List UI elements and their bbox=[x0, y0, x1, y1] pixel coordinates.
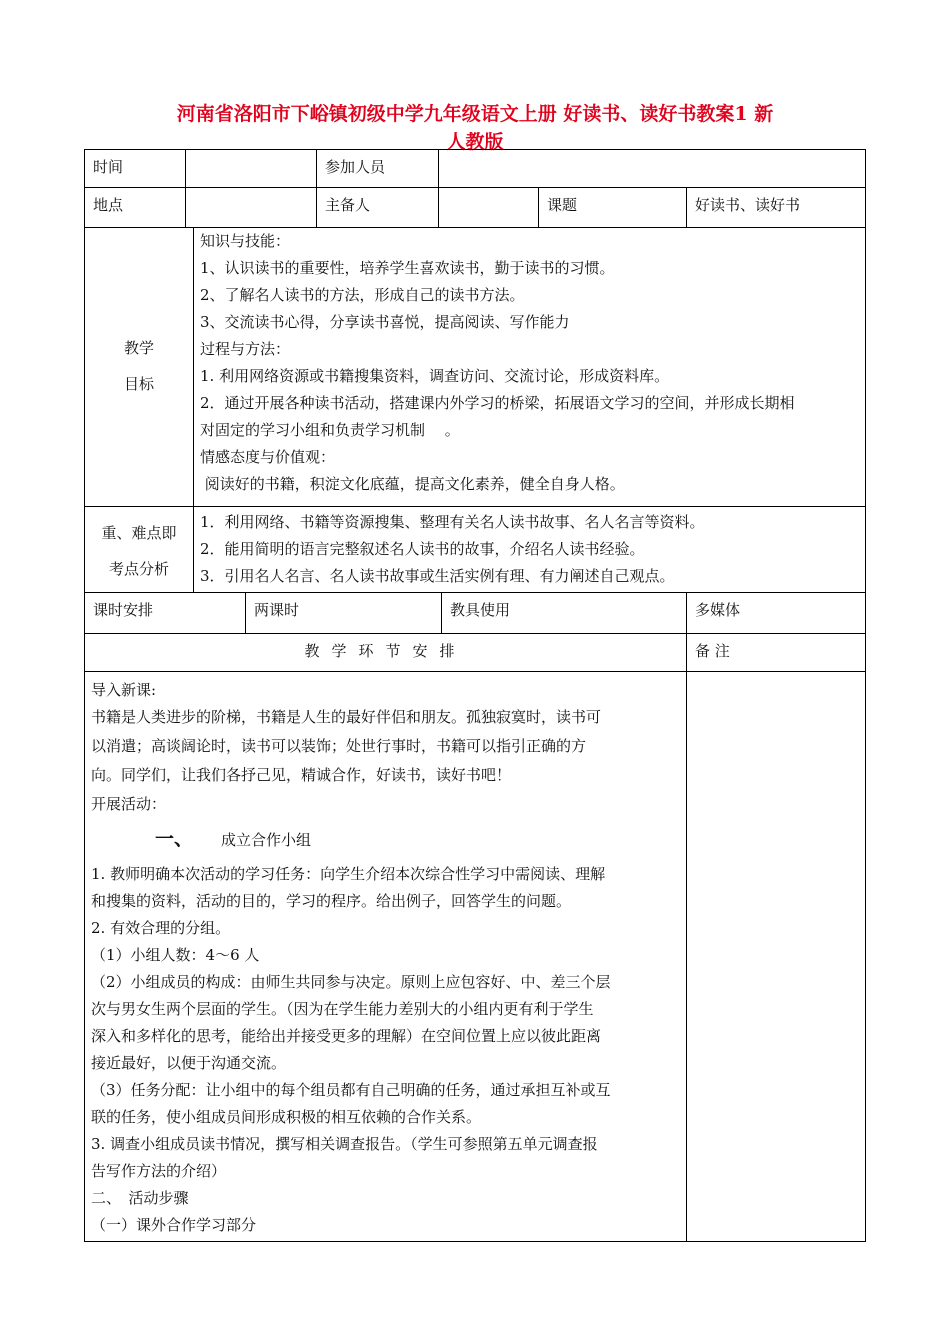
schedule-value: 两课时 bbox=[254, 601, 300, 619]
lesson-plan-table bbox=[84, 149, 866, 1242]
place-label: 地点 bbox=[93, 196, 124, 214]
teaching-steps-header: 教学环节安排 bbox=[304, 642, 467, 660]
key-point-line: 2．能用简明的语言完整叙述名人读书的故事，介绍名人读书经验。 bbox=[200, 540, 645, 558]
part1-title: 成立合作小组 bbox=[221, 831, 312, 849]
place-label-cell bbox=[85, 188, 185, 227]
part1-line: 1. 教师明确本次活动的学习任务：向学生介绍本次综合性学习中需阅读、理解 bbox=[91, 865, 606, 883]
part1-line: 深入和多样化的思考，能给出并接受更多的理解）在空间位置上应以彼此距离 bbox=[91, 1027, 602, 1045]
intro-label: 导入新课: bbox=[91, 681, 157, 699]
objective-line: 对固定的学习小组和负责学习机制 。 bbox=[200, 421, 460, 439]
topic-label: 课题 bbox=[547, 196, 578, 214]
objective-line: 2．通过开展各种读书活动，搭建课内外学习的桥梁，拓展语文学习的空间，并形成长期相 bbox=[200, 394, 795, 412]
row-place bbox=[84, 187, 866, 227]
host-label-cell bbox=[316, 188, 438, 227]
time-value-cell bbox=[185, 150, 316, 187]
document-title bbox=[84, 100, 866, 156]
intro-line: 书籍是人类进步的阶梯，书籍是人生的最好伴侣和朋友。孤独寂寞时，读书可 bbox=[91, 708, 602, 726]
key-point-line: 1．利用网络、书籍等资源搜集、整理有关名人读书故事、名人名言等资料。 bbox=[200, 513, 705, 531]
body-text bbox=[91, 678, 686, 1239]
activity-label: 开展活动： bbox=[91, 795, 167, 813]
host-label: 主备人 bbox=[325, 196, 371, 214]
part1-line: 次与男女生两个层面的学生。（因为在学生能力差别大的小组内更有利于学生 bbox=[91, 1000, 594, 1018]
schedule-label: 课时安排 bbox=[93, 601, 154, 619]
objectives-label: 教学 目标 bbox=[123, 339, 154, 393]
part1-line: 3. 调查小组成员读书情况，撰写相关调查报告。（学生可参照第五单元调查报 bbox=[91, 1135, 598, 1153]
schedule-label-cell bbox=[85, 593, 245, 633]
intro-line: 向。同学们，让我们各抒己见，精诚合作，好读书，读好书吧！ bbox=[91, 766, 512, 784]
tools-label: 教具使用 bbox=[450, 601, 511, 619]
schedule-value-cell bbox=[245, 593, 441, 633]
row-objectives bbox=[84, 227, 866, 506]
key-point-line: 3．引用名人名言、名人读书故事或生活实例有理、有力阐述自己观点。 bbox=[200, 567, 675, 585]
topic-label-cell bbox=[538, 188, 686, 227]
part1-line: 2. 有效合理的分组。 bbox=[91, 919, 231, 937]
part2-heading: 二、 活动步骤 bbox=[91, 1189, 189, 1207]
part1-line: （2）小组成员的构成：由师生共同参与决定。原则上应包容好、中、差三个层 bbox=[91, 973, 611, 991]
part1-heading bbox=[91, 827, 686, 853]
row-key-points bbox=[84, 506, 866, 592]
objectives-content bbox=[193, 228, 865, 506]
part1-line: 和搜集的资料，活动的目的，学习的程序。给出例子，回答学生的问题。 bbox=[91, 892, 572, 910]
part1-line: （1）小组人数：4～6 人 bbox=[91, 946, 260, 964]
objective-line: 1、认识读书的重要性，培养学生喜欢读书，勤于读书的习惯。 bbox=[200, 259, 615, 277]
title-line-2: 人教版 bbox=[446, 131, 504, 153]
topic-value-cell bbox=[686, 188, 865, 227]
objective-line: 过程与方法： bbox=[200, 340, 291, 358]
participants-label-cell bbox=[316, 150, 438, 187]
objective-line: 情感态度与价值观： bbox=[200, 448, 336, 466]
key-points-content bbox=[193, 507, 865, 592]
row-schedule bbox=[84, 592, 866, 633]
objective-line: 2、了解名人读书的方法，形成自己的读书方法。 bbox=[200, 286, 525, 304]
objective-line: 1. 利用网络资源或书籍搜集资料，调查访问、交流讨论，形成资料库。 bbox=[200, 367, 670, 385]
part1-line: （3）任务分配：让小组中的每个组员都有自己明确的任务，通过承担互补或互 bbox=[91, 1081, 611, 1099]
notes-cell bbox=[686, 672, 865, 1241]
time-label-cell bbox=[85, 150, 185, 187]
part1-line: 告写作方法的介绍） bbox=[91, 1162, 227, 1180]
part1-number: 一、 bbox=[155, 828, 194, 850]
part1-line: 联的任务，使小组成员间形成积极的相互依赖的合作关系。 bbox=[91, 1108, 482, 1126]
host-value-cell bbox=[438, 188, 538, 227]
tools-value-cell bbox=[686, 593, 865, 633]
row-time bbox=[84, 149, 866, 187]
participants-value-cell bbox=[438, 150, 865, 187]
objective-line: 阅读好的书籍，积淀文化底蕴，提高文化素养，健全自身人格。 bbox=[200, 475, 625, 493]
key-points-label: 重、难点即 考点分析 bbox=[101, 524, 177, 578]
part2-subheading: （一）课外合作学习部分 bbox=[91, 1216, 257, 1234]
tools-label-cell bbox=[441, 593, 686, 633]
topic-value: 好读书、读好书 bbox=[695, 196, 801, 214]
objective-line: 知识与技能： bbox=[200, 232, 291, 250]
time-label: 时间 bbox=[93, 158, 124, 176]
part1-line: 接近最好，以便于沟通交流。 bbox=[91, 1054, 287, 1072]
objective-line: 3、交流读书心得，分享读书喜悦，提高阅读、写作能力 bbox=[200, 313, 570, 331]
row-body bbox=[84, 671, 866, 1242]
notes-header: 备 注 bbox=[686, 634, 865, 671]
intro-line: 以消遣；高谈阔论时，读书可以装饰；处世行事时，书籍可以指引正确的方 bbox=[91, 737, 587, 755]
title-line-1: 河南省洛阳市下峪镇初级中学九年级语文上册 好读书、读好书教案1 新 bbox=[176, 103, 774, 125]
participants-label: 参加人员 bbox=[325, 158, 386, 176]
tools-value: 多媒体 bbox=[695, 601, 741, 619]
row-section-header bbox=[84, 633, 866, 671]
body-content-cell bbox=[85, 672, 686, 1241]
place-value-cell bbox=[185, 188, 316, 227]
